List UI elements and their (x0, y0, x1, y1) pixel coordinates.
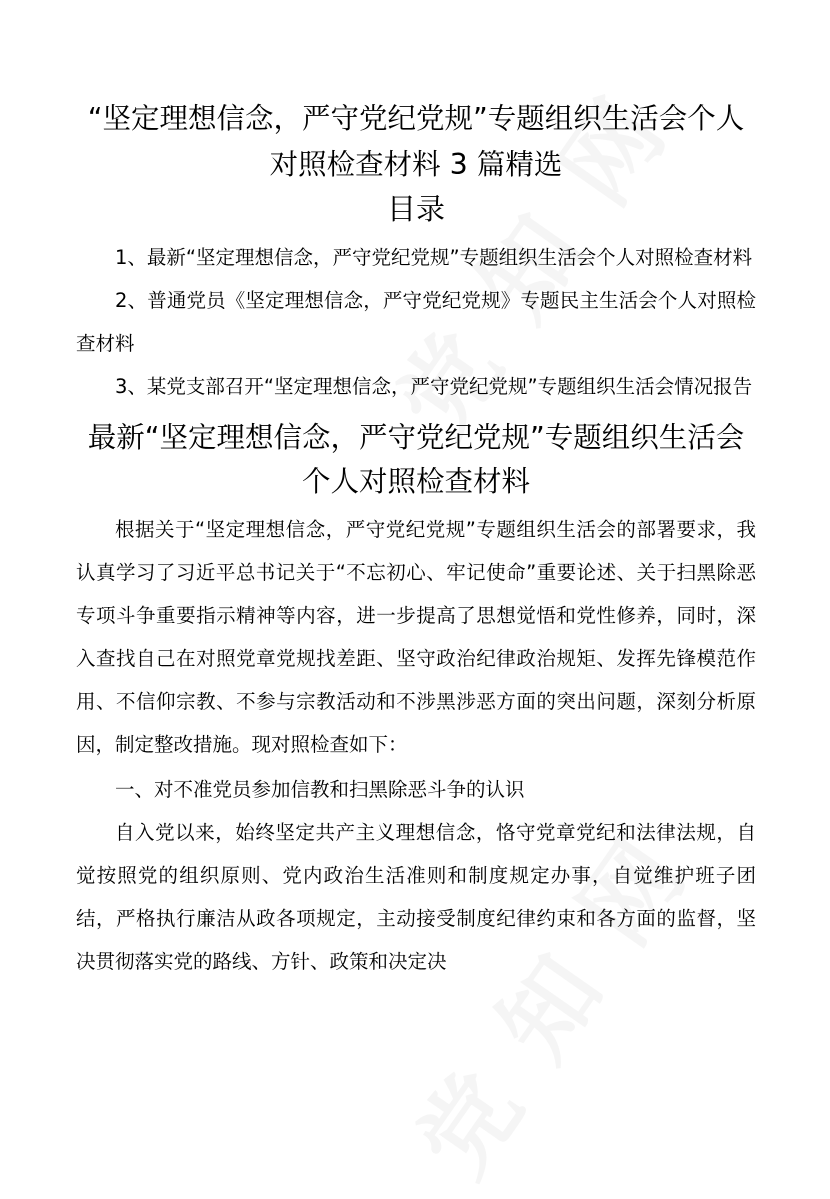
body-paragraph: 自入党以来，始终坚定共产主义理想信念，恪守党章党纪和法律法规，自觉按照党的组织原则、党内政治生活准则和制度规定办事，自觉维护班子团结，严格执行廉洁从政各项规定，主动接受制度纪律约束和各方面的监督，坚决贯彻落实党的路线、方针、政策和决定决 (76, 821, 756, 973)
document-title: “坚定理想信念，严守党纪党规”专题组织生活会个人对照检查材料 3 篇精选 (87, 102, 745, 181)
document-content (76, 96, 756, 983)
toc-heading: 目录 (386, 192, 445, 226)
intro-paragraph: 根据关于“坚定理想信念，严守党纪党规”专题组织生活会的部署要求，我认真学习了习近平总书记关于“不忘初心、牢记使命”重要论述、关于扫黑除恶专项斗争重要指示精神等内容，进一步提高了思想觉悟和党性修养，同时，深入查找自己在对照党章党规找差距、坚守政治纪律政治规矩、发挥先锋模范作用、不信仰宗教、不参与宗教活动和不涉黑涉恶方面的突出问题，深刻分析原因，制定整改措施。现对照检查如下： (76, 518, 756, 756)
toc-item-2: 2、普通党员《坚定理想信念，严守党纪党规》专题民主生活会个人对照检查材料 (76, 289, 756, 355)
subheading: 一、对不准党员参加信教和扫黑除恶斗争的认识 (115, 778, 525, 801)
section-title: 最新“坚定理想信念，严守党纪党规”专题组织生活会个人对照检查材料 (87, 421, 745, 498)
toc-item-3: 3、某党支部召开“坚定理想信念，严守党纪党规”专题组织生活会情况报告 (115, 375, 753, 398)
toc-item-1: 1、最新“坚定理想信念，严守党纪党规”专题组织生活会个人对照检查材料 (115, 246, 753, 269)
